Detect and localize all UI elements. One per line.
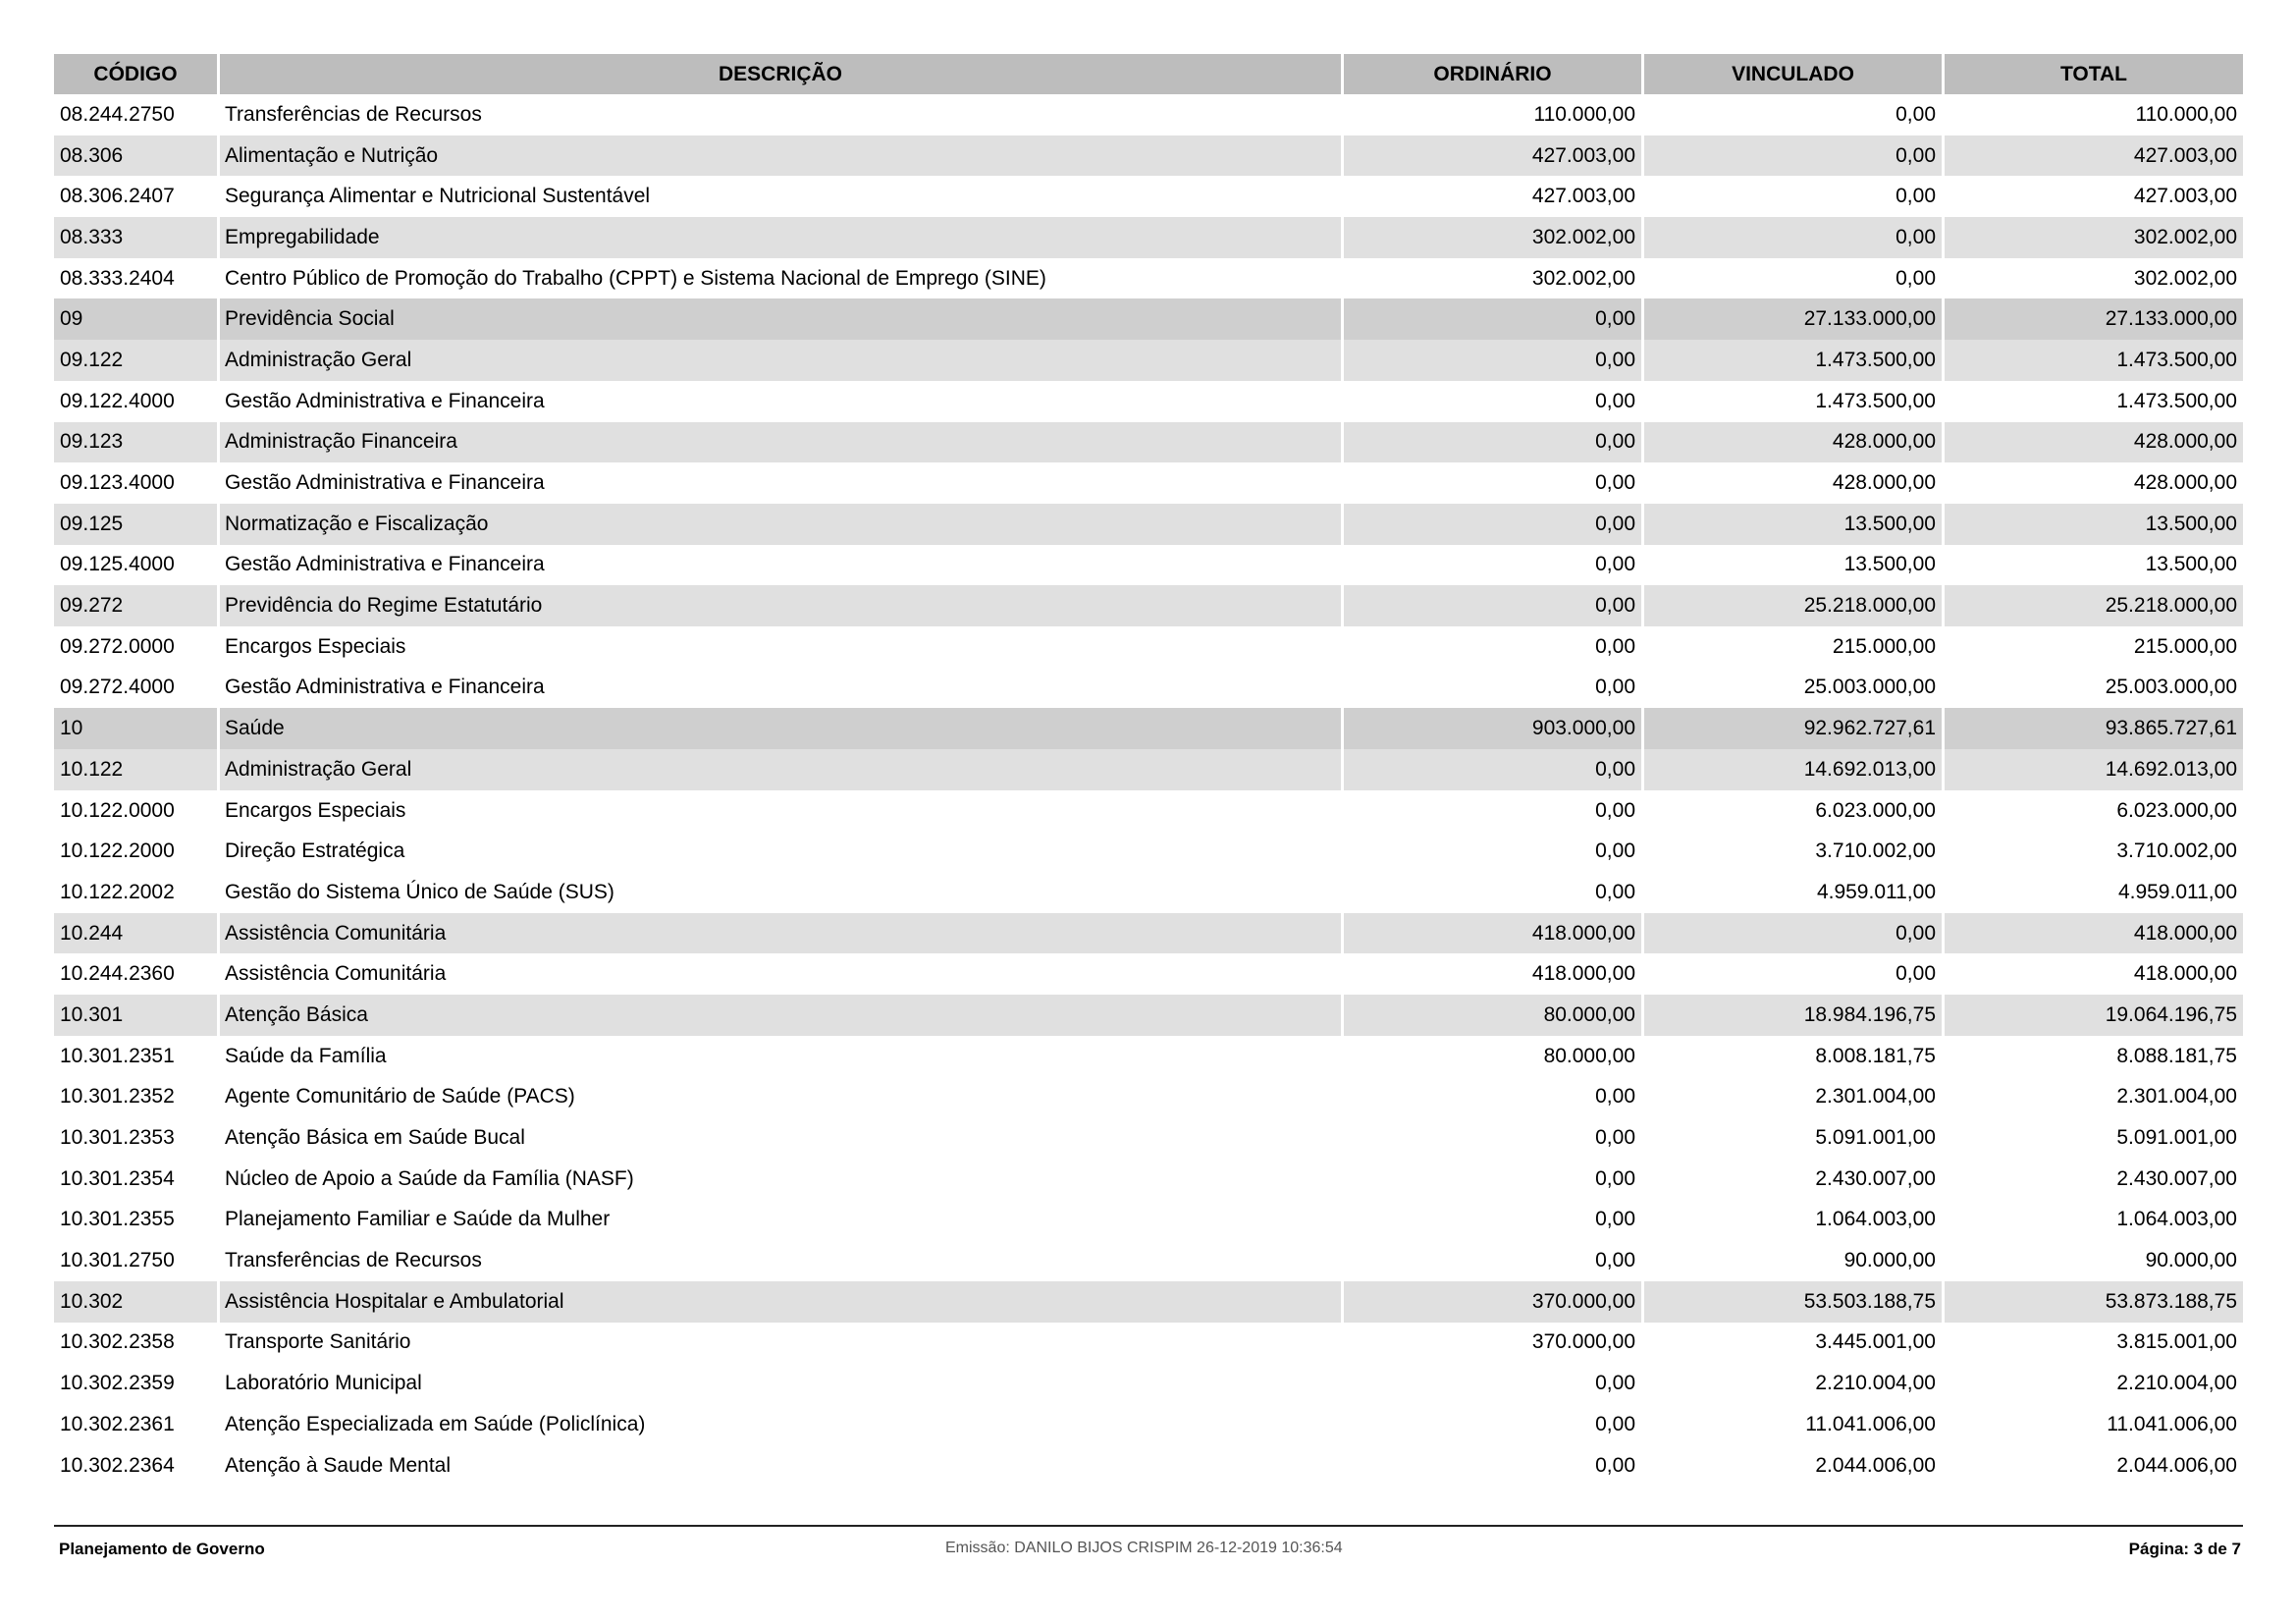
cell-ordinario: 0,00 — [1344, 790, 1641, 832]
cell-total: 25.218.000,00 — [1945, 585, 2243, 626]
cell-vinculado: 4.959.011,00 — [1644, 872, 1942, 913]
cell-total: 19.064.196,75 — [1945, 995, 2243, 1036]
cell-code: 09.272 — [54, 585, 217, 626]
cell-ordinario: 0,00 — [1344, 462, 1641, 504]
cell-description: Alimentação e Nutrição — [220, 135, 1341, 177]
cell-code: 09.122.4000 — [54, 381, 217, 422]
cell-total: 13.500,00 — [1945, 545, 2243, 586]
cell-ordinario: 0,00 — [1344, 381, 1641, 422]
table-row — [54, 1036, 2243, 1077]
cell-code: 08.333 — [54, 217, 217, 258]
cell-total: 418.000,00 — [1945, 913, 2243, 954]
cell-code: 08.306 — [54, 135, 217, 177]
cell-total: 427.003,00 — [1945, 135, 2243, 177]
cell-code: 10.302.2364 — [54, 1445, 217, 1487]
cell-vinculado: 428.000,00 — [1644, 462, 1942, 504]
table-row — [54, 462, 2243, 504]
cell-ordinario: 0,00 — [1344, 831, 1641, 872]
table-row — [54, 1159, 2243, 1200]
cell-ordinario: 0,00 — [1344, 298, 1641, 340]
cell-total: 53.873.188,75 — [1945, 1281, 2243, 1323]
cell-total: 4.959.011,00 — [1945, 872, 2243, 913]
cell-total: 428.000,00 — [1945, 462, 2243, 504]
cell-description: Agente Comunitário de Saúde (PACS) — [220, 1077, 1341, 1118]
cell-description: Centro Público de Promoção do Trabalho (CPPT) e Sistema Nacional de Emprego (SINE) — [220, 258, 1341, 299]
cell-vinculado: 0,00 — [1644, 94, 1942, 135]
table-row — [54, 1323, 2243, 1364]
cell-code: 10 — [54, 708, 217, 749]
cell-code: 10.302.2361 — [54, 1404, 217, 1445]
cell-ordinario: 110.000,00 — [1344, 94, 1641, 135]
cell-description: Gestão do Sistema Único de Saúde (SUS) — [220, 872, 1341, 913]
table-row — [54, 1445, 2243, 1487]
cell-vinculado: 2.044.006,00 — [1644, 1445, 1942, 1487]
table-header — [54, 54, 2243, 94]
table-row — [54, 381, 2243, 422]
cell-code: 09.272.0000 — [54, 626, 217, 668]
cell-ordinario: 0,00 — [1344, 749, 1641, 790]
cell-total: 2.430.007,00 — [1945, 1159, 2243, 1200]
table-row — [54, 790, 2243, 832]
cell-code: 08.244.2750 — [54, 94, 217, 135]
table-row — [54, 1281, 2243, 1323]
cell-description: Transporte Sanitário — [220, 1323, 1341, 1364]
table-row — [54, 1240, 2243, 1281]
cell-description: Normatização e Fiscalização — [220, 504, 1341, 545]
footer-emission: Emissão: DANILO BIJOS CRISPIM 26-12-2019 10:36:54 — [945, 1540, 1343, 1556]
cell-ordinario: 0,00 — [1344, 545, 1641, 586]
cell-description: Assistência Comunitária — [220, 913, 1341, 954]
cell-vinculado: 13.500,00 — [1644, 545, 1942, 586]
cell-code: 10.301.2351 — [54, 1036, 217, 1077]
cell-ordinario: 427.003,00 — [1344, 135, 1641, 177]
cell-code: 10.301.2353 — [54, 1117, 217, 1159]
cell-ordinario: 0,00 — [1344, 1077, 1641, 1118]
cell-description: Direção Estratégica — [220, 831, 1341, 872]
table-row — [54, 1077, 2243, 1118]
cell-code: 09.272.4000 — [54, 668, 217, 709]
header-vinculado: VINCULADO — [1644, 54, 1942, 94]
cell-ordinario: 418.000,00 — [1344, 953, 1641, 995]
cell-description: Encargos Especiais — [220, 626, 1341, 668]
cell-vinculado: 14.692.013,00 — [1644, 749, 1942, 790]
table-row — [54, 504, 2243, 545]
cell-ordinario: 418.000,00 — [1344, 913, 1641, 954]
table-row — [54, 340, 2243, 381]
table-row — [54, 217, 2243, 258]
table-row — [54, 585, 2243, 626]
table-row — [54, 708, 2243, 749]
cell-total: 428.000,00 — [1945, 422, 2243, 463]
cell-description: Saúde da Família — [220, 1036, 1341, 1077]
table-row — [54, 94, 2243, 135]
cell-description: Núcleo de Apoio a Saúde da Família (NASF) — [220, 1159, 1341, 1200]
cell-code: 10.122.0000 — [54, 790, 217, 832]
header-description: DESCRIÇÃO — [220, 54, 1341, 94]
cell-description: Atenção à Saude Mental — [220, 1445, 1341, 1487]
cell-total: 25.003.000,00 — [1945, 668, 2243, 709]
cell-description: Transferências de Recursos — [220, 1240, 1341, 1281]
header-ordinario: ORDINÁRIO — [1344, 54, 1641, 94]
cell-vinculado: 11.041.006,00 — [1644, 1404, 1942, 1445]
budget-table — [54, 54, 2243, 1486]
cell-total: 1.064.003,00 — [1945, 1200, 2243, 1241]
cell-ordinario: 0,00 — [1344, 872, 1641, 913]
header-total: TOTAL — [1945, 54, 2243, 94]
cell-total: 302.002,00 — [1945, 258, 2243, 299]
cell-code: 10.244.2360 — [54, 953, 217, 995]
cell-vinculado: 18.984.196,75 — [1644, 995, 1942, 1036]
cell-code: 10.122.2000 — [54, 831, 217, 872]
cell-description: Administração Geral — [220, 749, 1341, 790]
cell-code: 09 — [54, 298, 217, 340]
cell-ordinario: 0,00 — [1344, 668, 1641, 709]
cell-description: Atenção Básica — [220, 995, 1341, 1036]
cell-vinculado: 90.000,00 — [1644, 1240, 1942, 1281]
cell-description: Previdência do Regime Estatutário — [220, 585, 1341, 626]
cell-code: 10.301.2750 — [54, 1240, 217, 1281]
cell-ordinario: 427.003,00 — [1344, 176, 1641, 217]
cell-vinculado: 0,00 — [1644, 953, 1942, 995]
cell-ordinario: 0,00 — [1344, 1200, 1641, 1241]
cell-ordinario: 0,00 — [1344, 1363, 1641, 1404]
cell-code: 10.301.2354 — [54, 1159, 217, 1200]
cell-vinculado: 3.445.001,00 — [1644, 1323, 1942, 1364]
cell-total: 418.000,00 — [1945, 953, 2243, 995]
cell-vinculado: 0,00 — [1644, 176, 1942, 217]
cell-total: 14.692.013,00 — [1945, 749, 2243, 790]
cell-total: 427.003,00 — [1945, 176, 2243, 217]
cell-ordinario: 0,00 — [1344, 1445, 1641, 1487]
cell-code: 09.123 — [54, 422, 217, 463]
cell-description: Encargos Especiais — [220, 790, 1341, 832]
cell-vinculado: 1.473.500,00 — [1644, 340, 1942, 381]
cell-total: 90.000,00 — [1945, 1240, 2243, 1281]
cell-vinculado: 8.008.181,75 — [1644, 1036, 1942, 1077]
cell-ordinario: 0,00 — [1344, 1159, 1641, 1200]
cell-total: 215.000,00 — [1945, 626, 2243, 668]
table-row — [54, 545, 2243, 586]
cell-code: 10.122 — [54, 749, 217, 790]
cell-total: 13.500,00 — [1945, 504, 2243, 545]
footer-divider — [54, 1525, 2243, 1527]
cell-vinculado: 2.301.004,00 — [1644, 1077, 1942, 1118]
table-row — [54, 1404, 2243, 1445]
cell-total: 27.133.000,00 — [1945, 298, 2243, 340]
cell-description: Administração Geral — [220, 340, 1341, 381]
cell-ordinario: 302.002,00 — [1344, 258, 1641, 299]
cell-ordinario: 80.000,00 — [1344, 1036, 1641, 1077]
cell-total: 302.002,00 — [1945, 217, 2243, 258]
cell-description: Saúde — [220, 708, 1341, 749]
cell-code: 10.302 — [54, 1281, 217, 1323]
cell-description: Atenção Especializada em Saúde (Policlínica) — [220, 1404, 1341, 1445]
cell-ordinario: 0,00 — [1344, 340, 1641, 381]
cell-code: 10.244 — [54, 913, 217, 954]
cell-vinculado: 3.710.002,00 — [1644, 831, 1942, 872]
cell-description: Transferências de Recursos — [220, 94, 1341, 135]
cell-vinculado: 215.000,00 — [1644, 626, 1942, 668]
table-row — [54, 913, 2243, 954]
table-row — [54, 1117, 2243, 1159]
table-row — [54, 872, 2243, 913]
cell-ordinario: 0,00 — [1344, 1240, 1641, 1281]
cell-code: 09.125.4000 — [54, 545, 217, 586]
cell-vinculado: 92.962.727,61 — [1644, 708, 1942, 749]
cell-description: Gestão Administrativa e Financeira — [220, 545, 1341, 586]
cell-vinculado: 2.210.004,00 — [1644, 1363, 1942, 1404]
cell-description: Assistência Hospitalar e Ambulatorial — [220, 1281, 1341, 1323]
cell-total: 2.044.006,00 — [1945, 1445, 2243, 1487]
cell-description: Laboratório Municipal — [220, 1363, 1341, 1404]
cell-code: 09.123.4000 — [54, 462, 217, 504]
table-row — [54, 422, 2243, 463]
table-row — [54, 176, 2243, 217]
cell-vinculado: 1.064.003,00 — [1644, 1200, 1942, 1241]
cell-ordinario: 80.000,00 — [1344, 995, 1641, 1036]
cell-vinculado: 0,00 — [1644, 135, 1942, 177]
table-row — [54, 626, 2243, 668]
cell-total: 11.041.006,00 — [1945, 1404, 2243, 1445]
cell-code: 10.302.2358 — [54, 1323, 217, 1364]
cell-description: Gestão Administrativa e Financeira — [220, 381, 1341, 422]
cell-total: 5.091.001,00 — [1945, 1117, 2243, 1159]
cell-description: Empregabilidade — [220, 217, 1341, 258]
cell-description: Previdência Social — [220, 298, 1341, 340]
cell-code: 10.301.2352 — [54, 1077, 217, 1118]
cell-vinculado: 0,00 — [1644, 258, 1942, 299]
cell-description: Gestão Administrativa e Financeira — [220, 462, 1341, 504]
cell-total: 1.473.500,00 — [1945, 340, 2243, 381]
table-row — [54, 831, 2243, 872]
cell-ordinario: 0,00 — [1344, 422, 1641, 463]
cell-vinculado: 13.500,00 — [1644, 504, 1942, 545]
cell-vinculado: 0,00 — [1644, 913, 1942, 954]
cell-description: Administração Financeira — [220, 422, 1341, 463]
table-row — [54, 298, 2243, 340]
cell-code: 09.125 — [54, 504, 217, 545]
cell-ordinario: 0,00 — [1344, 626, 1641, 668]
cell-description: Assistência Comunitária — [220, 953, 1341, 995]
cell-ordinario: 0,00 — [1344, 504, 1641, 545]
table-body — [54, 94, 2243, 1486]
cell-description: Gestão Administrativa e Financeira — [220, 668, 1341, 709]
cell-ordinario: 370.000,00 — [1344, 1281, 1641, 1323]
table-row — [54, 135, 2243, 177]
cell-code: 10.301 — [54, 995, 217, 1036]
cell-code: 10.302.2359 — [54, 1363, 217, 1404]
cell-vinculado: 6.023.000,00 — [1644, 790, 1942, 832]
cell-total: 2.210.004,00 — [1945, 1363, 2243, 1404]
cell-vinculado: 2.430.007,00 — [1644, 1159, 1942, 1200]
cell-total: 8.088.181,75 — [1945, 1036, 2243, 1077]
cell-vinculado: 5.091.001,00 — [1644, 1117, 1942, 1159]
cell-total: 3.815.001,00 — [1945, 1323, 2243, 1364]
cell-total: 6.023.000,00 — [1945, 790, 2243, 832]
cell-code: 10.122.2002 — [54, 872, 217, 913]
cell-ordinario: 0,00 — [1344, 1404, 1641, 1445]
cell-ordinario: 370.000,00 — [1344, 1323, 1641, 1364]
cell-description: Atenção Básica em Saúde Bucal — [220, 1117, 1341, 1159]
table-row — [54, 953, 2243, 995]
table-row — [54, 749, 2243, 790]
cell-description: Planejamento Familiar e Saúde da Mulher — [220, 1200, 1341, 1241]
footer-page-number: Página: 3 de 7 — [2128, 1540, 2241, 1558]
cell-vinculado: 25.003.000,00 — [1644, 668, 1942, 709]
cell-code: 08.333.2404 — [54, 258, 217, 299]
cell-total: 3.710.002,00 — [1945, 831, 2243, 872]
header-code: CÓDIGO — [54, 54, 217, 94]
cell-vinculado: 1.473.500,00 — [1644, 381, 1942, 422]
cell-total: 1.473.500,00 — [1945, 381, 2243, 422]
table-row — [54, 258, 2243, 299]
cell-vinculado: 25.218.000,00 — [1644, 585, 1942, 626]
cell-code: 09.122 — [54, 340, 217, 381]
footer-department: Planejamento de Governo — [59, 1540, 265, 1558]
cell-vinculado: 53.503.188,75 — [1644, 1281, 1942, 1323]
cell-description: Segurança Alimentar e Nutricional Sustentável — [220, 176, 1341, 217]
cell-vinculado: 428.000,00 — [1644, 422, 1942, 463]
cell-total: 110.000,00 — [1945, 94, 2243, 135]
cell-ordinario: 903.000,00 — [1344, 708, 1641, 749]
table-row — [54, 1200, 2243, 1241]
cell-code: 10.301.2355 — [54, 1200, 217, 1241]
table-row — [54, 668, 2243, 709]
cell-ordinario: 0,00 — [1344, 1117, 1641, 1159]
cell-vinculado: 0,00 — [1644, 217, 1942, 258]
cell-code: 08.306.2407 — [54, 176, 217, 217]
cell-ordinario: 0,00 — [1344, 585, 1641, 626]
table-row — [54, 995, 2243, 1036]
cell-ordinario: 302.002,00 — [1344, 217, 1641, 258]
cell-total: 93.865.727,61 — [1945, 708, 2243, 749]
cell-vinculado: 27.133.000,00 — [1644, 298, 1942, 340]
table-row — [54, 1363, 2243, 1404]
cell-total: 2.301.004,00 — [1945, 1077, 2243, 1118]
